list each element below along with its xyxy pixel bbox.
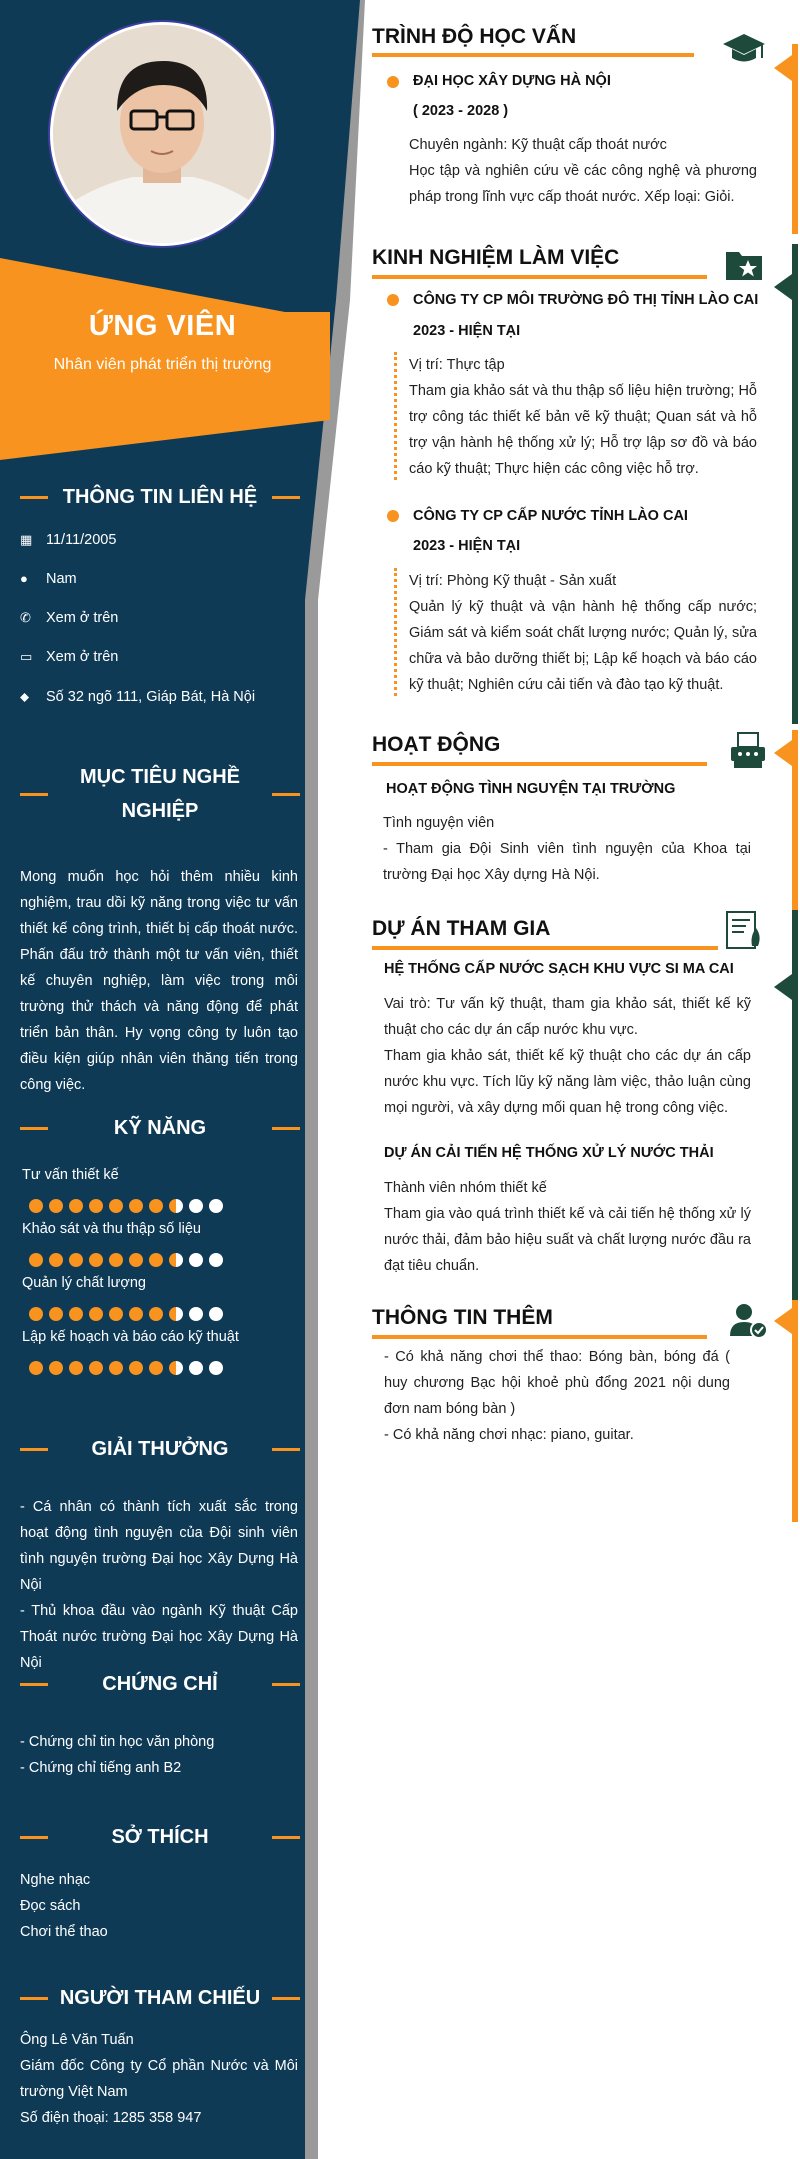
- reference-heading: [20, 1981, 300, 2015]
- skill-dot: [69, 1253, 83, 1267]
- reference-phone: Số điện thoại: 1285 358 947: [20, 2110, 202, 2126]
- objective-text: Mong muốn học hỏi thêm nhiều kinh nghiệm, trau dồi kỹ năng trong việc tư vấn thiết kế công trình, thiết bị cấp thoát nước. Phấn đấu trở thành một tư vấn viên, thiết kế chuyên nghiệp, làm việc trong môi trường thử thách và năng động để phát triển bản thân. Hy vọng công ty luôn tạo điều kiện giúp nhân viên thăng tiến trong công việc.: [20, 869, 298, 1093]
- education-major: Chuyên ngành: Kỹ thuật cấp thoát nước: [409, 137, 667, 153]
- education-period: ( 2023 - 2028 ): [413, 103, 509, 119]
- projects-title: DỰ ÁN THAM GIA: [372, 917, 551, 940]
- address-row: [20, 689, 255, 705]
- job-description: Quản lý kỹ thuật và vận hành hệ thống cấp nước; Giám sát và kiểm soát chất lượng nước; Quản lý, sửa chữa và bảo dưỡng thiết bị; Lập kế hoạch và báo cáo kỹ thuật; Nghiên cứu cải tiến và đào tạo kỹ thuật.: [409, 599, 757, 693]
- skill-dot: [49, 1199, 63, 1213]
- candidate-role: Nhân viên phát triển thị trường: [53, 356, 272, 373]
- skill-dot: [149, 1361, 163, 1375]
- awards-text: [20, 1494, 298, 1676]
- skill-dot: [89, 1253, 103, 1267]
- reference-position: Giám đốc Công ty Cổ phần Nước và Môi trường Việt Nam: [20, 2058, 298, 2100]
- gender-row: [20, 571, 77, 587]
- skill-label: Tư vấn thiết kế: [22, 1167, 119, 1183]
- certificate-item: - Chứng chỉ tin học văn phòng: [20, 1734, 215, 1750]
- section-accent-flag: [774, 1308, 792, 1334]
- section-accent-bar: [792, 1300, 798, 1522]
- reference-block: [20, 2027, 298, 2131]
- avatar: [50, 22, 274, 246]
- job-company: CÔNG TY CP MÔI TRƯỜNG ĐÔ THỊ TỈNH LÀO CAI: [413, 292, 759, 308]
- objective-title-line2: NGHIỆP: [121, 800, 199, 822]
- job-details: [409, 568, 757, 698]
- hobby-item: Nghe nhạc: [20, 1872, 91, 1888]
- candidate-name: ỨNG VIÊN: [88, 310, 237, 342]
- hobbies-title: SỞ THÍCH: [111, 1826, 209, 1848]
- activity-description: - Tham gia Đội Sinh viên tình nguyện của Khoa tại trường Đại học Xây dựng Hà Nội.: [383, 841, 751, 883]
- project-description: Tham gia khảo sát, thiết kế kỹ thuật cho các dự án cấp nước khu vực. Tích lũy kỹ năng làm việc, thảo luận cùng mọi người, và xây dựng mối quan hệ trong công việc.: [384, 1048, 751, 1116]
- phone-text: Xem ở trên: [46, 610, 119, 626]
- skill-dot: [109, 1253, 123, 1267]
- graduation-cap-icon: [722, 30, 766, 71]
- skill-dot: [49, 1253, 63, 1267]
- project-role: Vai trò: Tư vấn kỹ thuật, tham gia khảo sát, thiết kế kỹ thuật cho các dự án cấp nước khu vực.: [384, 996, 751, 1038]
- birthday-row: [20, 532, 116, 548]
- skill-dot: [169, 1307, 183, 1321]
- skill-dot: [149, 1253, 163, 1267]
- skill-dot: [149, 1199, 163, 1213]
- skill-dot: [129, 1253, 143, 1267]
- hobbies-heading: [20, 1820, 300, 1854]
- job-details: [409, 352, 757, 482]
- skill-dot: [69, 1307, 83, 1321]
- timeline-bullet: [387, 76, 399, 88]
- project-details: [384, 991, 751, 1121]
- document-rocket-icon: [724, 910, 764, 957]
- hobby-item: Chơi thể thao: [20, 1924, 108, 1940]
- hobbies-list: [20, 1867, 108, 1945]
- project-description: Tham gia vào quá trình thiết kế và cải tiến hệ thống xử lý nước thải, đảm bảo hiệu suất và chất lượng nước đầu ra đạt tiêu chuẩn.: [384, 1206, 751, 1274]
- objective-heading: [20, 760, 300, 828]
- skill-dot: [209, 1253, 223, 1267]
- skill-dot: [189, 1361, 203, 1375]
- skill-dot: [129, 1307, 143, 1321]
- extra-info-title: THÔNG TIN THÊM: [372, 1306, 553, 1329]
- activity-role: Tình nguyện viên: [383, 815, 495, 831]
- section-underline: [372, 53, 694, 57]
- section-accent-bar: [792, 910, 798, 1300]
- skill-dot: [49, 1361, 63, 1375]
- school-name: ĐẠI HỌC XÂY DỰNG HÀ NỘI: [413, 73, 611, 89]
- skill-dot: [149, 1307, 163, 1321]
- certificates-title: CHỨNG CHỈ: [102, 1673, 218, 1695]
- activity-details: [383, 810, 751, 888]
- section-underline: [372, 1335, 707, 1339]
- certificates-list: [20, 1729, 214, 1781]
- skill-dot: [209, 1307, 223, 1321]
- project-name: DỰ ÁN CẢI TIẾN HỆ THỐNG XỬ LÝ NƯỚC THẢI: [384, 1145, 714, 1161]
- education-description: Học tập và nghiên cứu về các công nghệ và phương pháp trong lĩnh vực cấp thoát nước. Xếp loại: Giỏi.: [409, 163, 757, 205]
- project-name: HỆ THỐNG CẤP NƯỚC SẠCH KHU VỰC SI MA CAI: [384, 961, 734, 977]
- section-accent-bar: [792, 244, 798, 724]
- experience-title: KINH NGHIỆM LÀM VIỆC: [372, 246, 620, 269]
- certificate-item: - Chứng chỉ tiếng anh B2: [20, 1760, 182, 1776]
- reference-name: Ông Lê Văn Tuấn: [20, 2032, 134, 2048]
- extra-info-item: - Có khả năng chơi thể thao: Bóng bàn, bóng đá ( huy chương Bạc hội khoẻ phù đổng 2021 nội dung đơn nam bóng bàn ): [384, 1349, 730, 1417]
- award-item: - Cá nhân có thành tích xuất sắc trong hoạt động tình nguyện của Đội sinh viên tình nguyện trường Đại học Xây Dựng Hà Nội: [20, 1499, 298, 1593]
- skill-dot: [189, 1253, 203, 1267]
- skill-dot: [29, 1361, 43, 1375]
- job-position: Vị trí: Phòng Kỹ thuật - Sản xuất: [409, 573, 617, 589]
- phone-row: [20, 610, 118, 626]
- skill-dot: [129, 1361, 143, 1375]
- section-accent-flag: [774, 740, 792, 766]
- activities-title: HOẠT ĐỘNG: [372, 733, 501, 756]
- skill-dot: [109, 1361, 123, 1375]
- section-accent-flag: [774, 274, 792, 300]
- skill-dot: [49, 1307, 63, 1321]
- skill-dot: [29, 1307, 43, 1321]
- certificates-heading: [20, 1667, 300, 1701]
- job-position: Vị trí: Thực tập: [409, 357, 505, 373]
- objective-title-line1: MỤC TIÊU NGHỀ: [80, 766, 240, 788]
- section-accent-bar: [792, 730, 798, 910]
- hobby-item: Đọc sách: [20, 1898, 81, 1914]
- education-details: [409, 132, 757, 210]
- skill-dot: [209, 1199, 223, 1213]
- sidebar: [0, 0, 360, 2159]
- skill-dot: [69, 1199, 83, 1213]
- contact-title: THÔNG TIN LIÊN HỆ: [62, 486, 258, 508]
- section-accent-flag: [774, 974, 792, 1000]
- briefcase-star-icon: [724, 246, 764, 287]
- email-row: [20, 649, 118, 665]
- skill-dot: [109, 1307, 123, 1321]
- skill-dot: [129, 1199, 143, 1213]
- extra-info-item: - Có khả năng chơi nhạc: piano, guitar.: [384, 1427, 634, 1443]
- skill-dot: [189, 1307, 203, 1321]
- skill-dot: [89, 1199, 103, 1213]
- award-item: - Thủ khoa đầu vào ngành Kỹ thuật Cấp Thoát nước trường Đại học Xây Dựng Hà Nội: [20, 1603, 298, 1671]
- skill-dot: [189, 1199, 203, 1213]
- section-accent-flag: [774, 55, 792, 81]
- skill-dot: [169, 1361, 183, 1375]
- location-icon: ⬥: [20, 689, 30, 704]
- birthday-text: 11/11/2005: [46, 532, 117, 548]
- contact-heading: [20, 480, 300, 514]
- skill-dot: [29, 1253, 43, 1267]
- email-icon: ▭: [20, 649, 33, 664]
- address-text: Số 32 ngõ 111, Giáp Bát, Hà Nội: [46, 689, 256, 705]
- project-details: [384, 1175, 751, 1279]
- section-underline: [372, 275, 707, 279]
- job-period: 2023 - HIỆN TẠI: [413, 538, 521, 554]
- education-title: TRÌNH ĐỘ HỌC VẤN: [372, 25, 577, 48]
- awards-heading: [20, 1432, 300, 1466]
- skill-dot: [29, 1199, 43, 1213]
- timeline-dotted-line: [394, 568, 397, 696]
- job-period: 2023 - HIỆN TẠI: [413, 323, 521, 339]
- project-role: Thành viên nhóm thiết kế: [384, 1180, 547, 1196]
- job-company: CÔNG TY CP CẤP NƯỚC TỈNH LÀO CAI: [413, 508, 688, 524]
- phone-icon: ✆: [20, 610, 31, 625]
- skill-label: Lập kế hoạch và báo cáo kỹ thuật: [22, 1329, 239, 1345]
- extra-info-details: [384, 1344, 730, 1448]
- skill-dot: [209, 1361, 223, 1375]
- calendar-icon: ▦: [20, 532, 33, 547]
- skill-dot: [69, 1361, 83, 1375]
- user-check-icon: [728, 1302, 768, 1345]
- skill-dot: [109, 1199, 123, 1213]
- timeline-bullet: [387, 510, 399, 522]
- timeline-bullet: [387, 294, 399, 306]
- skill-label: Khảo sát và thu thập số liệu: [22, 1221, 201, 1237]
- skill-dot: [169, 1253, 183, 1267]
- gender-text: Nam: [46, 571, 77, 587]
- job-description: Tham gia khảo sát và thu thập số liệu hiện trường; Hỗ trợ công tác thiết kế bản vẽ kỹ thuật; Quan sát và hỗ trợ vận hành hệ thống xử lý; Hỗ trợ lập sơ đồ và báo cáo kỹ thuật; Thực hiện các công việc hỗ trợ.: [409, 383, 757, 477]
- awards-title: GIẢI THƯỞNG: [91, 1438, 229, 1460]
- user-icon: ●: [20, 571, 28, 586]
- section-underline: [372, 946, 718, 950]
- skill-dot: [89, 1307, 103, 1321]
- timeline-dotted-line: [394, 352, 397, 480]
- email-text: Xem ở trên: [46, 649, 119, 665]
- skills-title: KỸ NĂNG: [113, 1117, 207, 1139]
- activity-title: HOẠT ĐỘNG TÌNH NGUYỆN TẠI TRƯỜNG: [386, 781, 676, 797]
- section-underline: [372, 762, 707, 766]
- typewriter-icon: [728, 731, 768, 776]
- section-accent-bar: [792, 44, 798, 234]
- reference-title: NGƯỜI THAM CHIẾU: [59, 1987, 261, 2009]
- skill-dot: [89, 1361, 103, 1375]
- skill-dot: [169, 1199, 183, 1213]
- skill-label: Quản lý chất lượng: [22, 1275, 147, 1291]
- skills-heading: [20, 1111, 300, 1145]
